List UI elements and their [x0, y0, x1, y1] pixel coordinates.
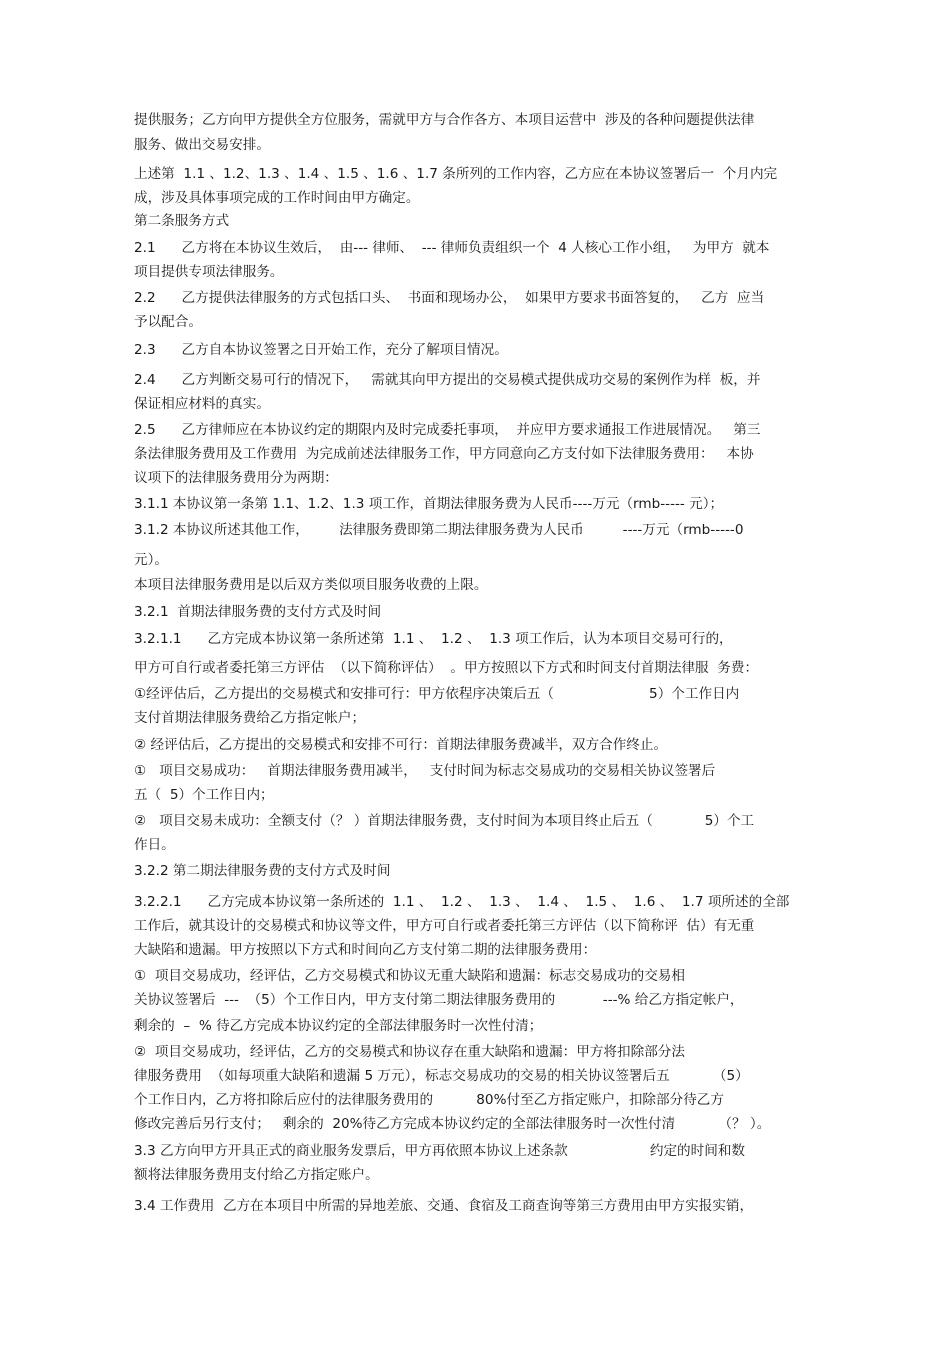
text-line: 2.1 乙方将在本协议生效后， 由--- 律师、 --- 律师负责组织一个 4 人核心工作小组， 为甲方 就本	[134, 240, 770, 256]
text-line: 3.1.2 本协议所述其他工作， 法律服务费即第二期法律服务费为人民币 ----万元（rmb-----0	[134, 522, 744, 538]
text-line: 大缺陷和遗漏。甲方按照以下方式和时间向乙方支付第二期的法律服务费用：	[134, 942, 597, 958]
text-line: 2.4 乙方判断交易可行的情况下， 需就其向甲方提出的交易模式提供成功交易的案例作为样 板，并	[134, 372, 761, 388]
text-line: 甲方可自行或者委托第三方评估 （以下简称评估） 。甲方按照以下方式和时间支付首期法律服 务费：	[134, 660, 759, 676]
text-line: ② 项目交易成功，经评估，乙方的交易模式和协议存在重大缺陷和遗漏：甲方将扣除部分法	[134, 1044, 685, 1060]
text-line: 条法律服务费用及工作费用 为完成前述法律服务工作，甲方同意向乙方支付如下法律服务费用： 本协	[134, 446, 754, 462]
text-line: ① 项目交易成功，经评估，乙方交易模式和协议无重大缺陷和遗漏：标志交易成功的交易相	[134, 968, 685, 984]
section-heading: 第二条服务方式	[134, 213, 230, 229]
text-line: 上述第 1.1 、1.2、1.3 、1.4 、1.5 、1.6 、1.7 条所列的工作内容，乙方应在本协议签署后一 个月内完	[134, 166, 778, 182]
text-line: 3.4 工作费用 乙方在本项目中所需的异地差旅、交通、食宿及工商查询等第三方费用由甲方实报实销，	[134, 1198, 754, 1214]
text-line: 五（ 5）个工作日内；	[134, 787, 274, 803]
text-line: 3.1.1 本协议第一条第 1.1、1.2、1.3 项工作，首期法律服务费为人民币----万元（rmb----- 元）；	[134, 496, 724, 512]
text-line: 予以配合。	[134, 314, 202, 330]
text-line: 成，涉及具体事项完成的工作时间由甲方确定。	[134, 190, 420, 206]
text-line: 2.2 乙方提供法律服务的方式包括口头、 书面和现场办公， 如果甲方要求书面答复的， 乙方 应当	[134, 290, 765, 306]
section-heading: 3.2.1 首期法律服务费的支付方式及时间	[134, 604, 382, 620]
text-line: 修改完善后另行支付； 剩余的 20%待乙方完成本协议约定的全部法律服务时一次性付清 （？ ）。	[134, 1116, 771, 1132]
text-line: 保证相应材料的真实。	[134, 396, 270, 412]
text-line: 律服务费用 （如每项重大缺陷和遗漏 5 万元），标志交易成功的交易的相关协议签署后五 （5）	[134, 1068, 749, 1084]
text-line: 支付首期法律服务费给乙方指定帐户；	[134, 710, 366, 726]
text-line: 本项目法律服务费用是以后双方类似项目服务收费的上限。	[134, 577, 488, 593]
text-line: 额将法律服务费用支付给乙方指定账户。	[134, 1167, 379, 1183]
text-line: 关协议签署后 --- （5）个工作日内，甲方支付第二期法律服务费用的 ---% 给乙方指定帐户，	[134, 992, 744, 1008]
text-line: 2.5 乙方律师应在本协议约定的期限内及时完成委托事项， 并应甲方要求通报工作进展情况。 第三	[134, 422, 761, 438]
section-heading: 3.2.2 第二期法律服务费的支付方式及时间	[134, 863, 391, 879]
text-line: 剩余的 – % 待乙方完成本协议约定的全部法律服务时一次性付清；	[134, 1018, 543, 1034]
text-line: 3.2.2.1 乙方完成本协议第一条所述的 1.1 、 1.2 、 1.3 、 1.4 、 1.5 、 1.6 、 1.7 项所述的全部	[134, 894, 790, 910]
text-line: 个工作日内，乙方将扣除后应付的法律服务费用的 80%付至乙方指定账户，扣除部分待乙方	[134, 1092, 724, 1108]
text-line: 3.2.1.1 乙方完成本协议第一条所述第 1.1 、 1.2 、 1.3 项工作后，认为本项目交易可行的，	[134, 631, 733, 647]
text-line: 作日。	[134, 837, 175, 853]
text-line: 项目提供专项法律服务。	[134, 264, 284, 280]
text-line: ② 项目交易未成功：全额支付（？ ）首期法律服务费，支付时间为本项目终止后五（ 5）个工	[134, 813, 755, 829]
text-line: ①经评估后，乙方提出的交易模式和安排可行：甲方依程序决策后五（ 5）个工作日内	[134, 686, 740, 702]
text-line: 工作后，就其设计的交易模式和协议等文件，甲方可自行或者委托第三方评估（以下简称评 估）有无重	[134, 918, 755, 934]
text-line: 提供服务；乙方向甲方提供全方位服务，需就甲方与合作各方、本项目运营中 涉及的各种问题提供法律	[134, 112, 755, 128]
text-line: ① 项目交易成功： 首期法律服务费用减半， 支付时间为标志交易成功的交易相关协议签署后	[134, 763, 716, 779]
text-line: ② 经评估后，乙方提出的交易模式和安排不可行：首期法律服务费减半，双方合作终止。	[134, 737, 668, 753]
text-line: 3.3 乙方向甲方开具正式的商业服务发票后，甲方再依照本协议上述条款 约定的时间和数	[134, 1143, 746, 1159]
text-line: 议项下的法律服务费用分为两期：	[134, 470, 338, 486]
text-line: 服务、做出交易安排。	[134, 137, 270, 153]
text-line: 元）。	[134, 552, 168, 568]
text-line: 2.3 乙方自本协议签署之日开始工作，充分了解项目情况。	[134, 342, 508, 358]
